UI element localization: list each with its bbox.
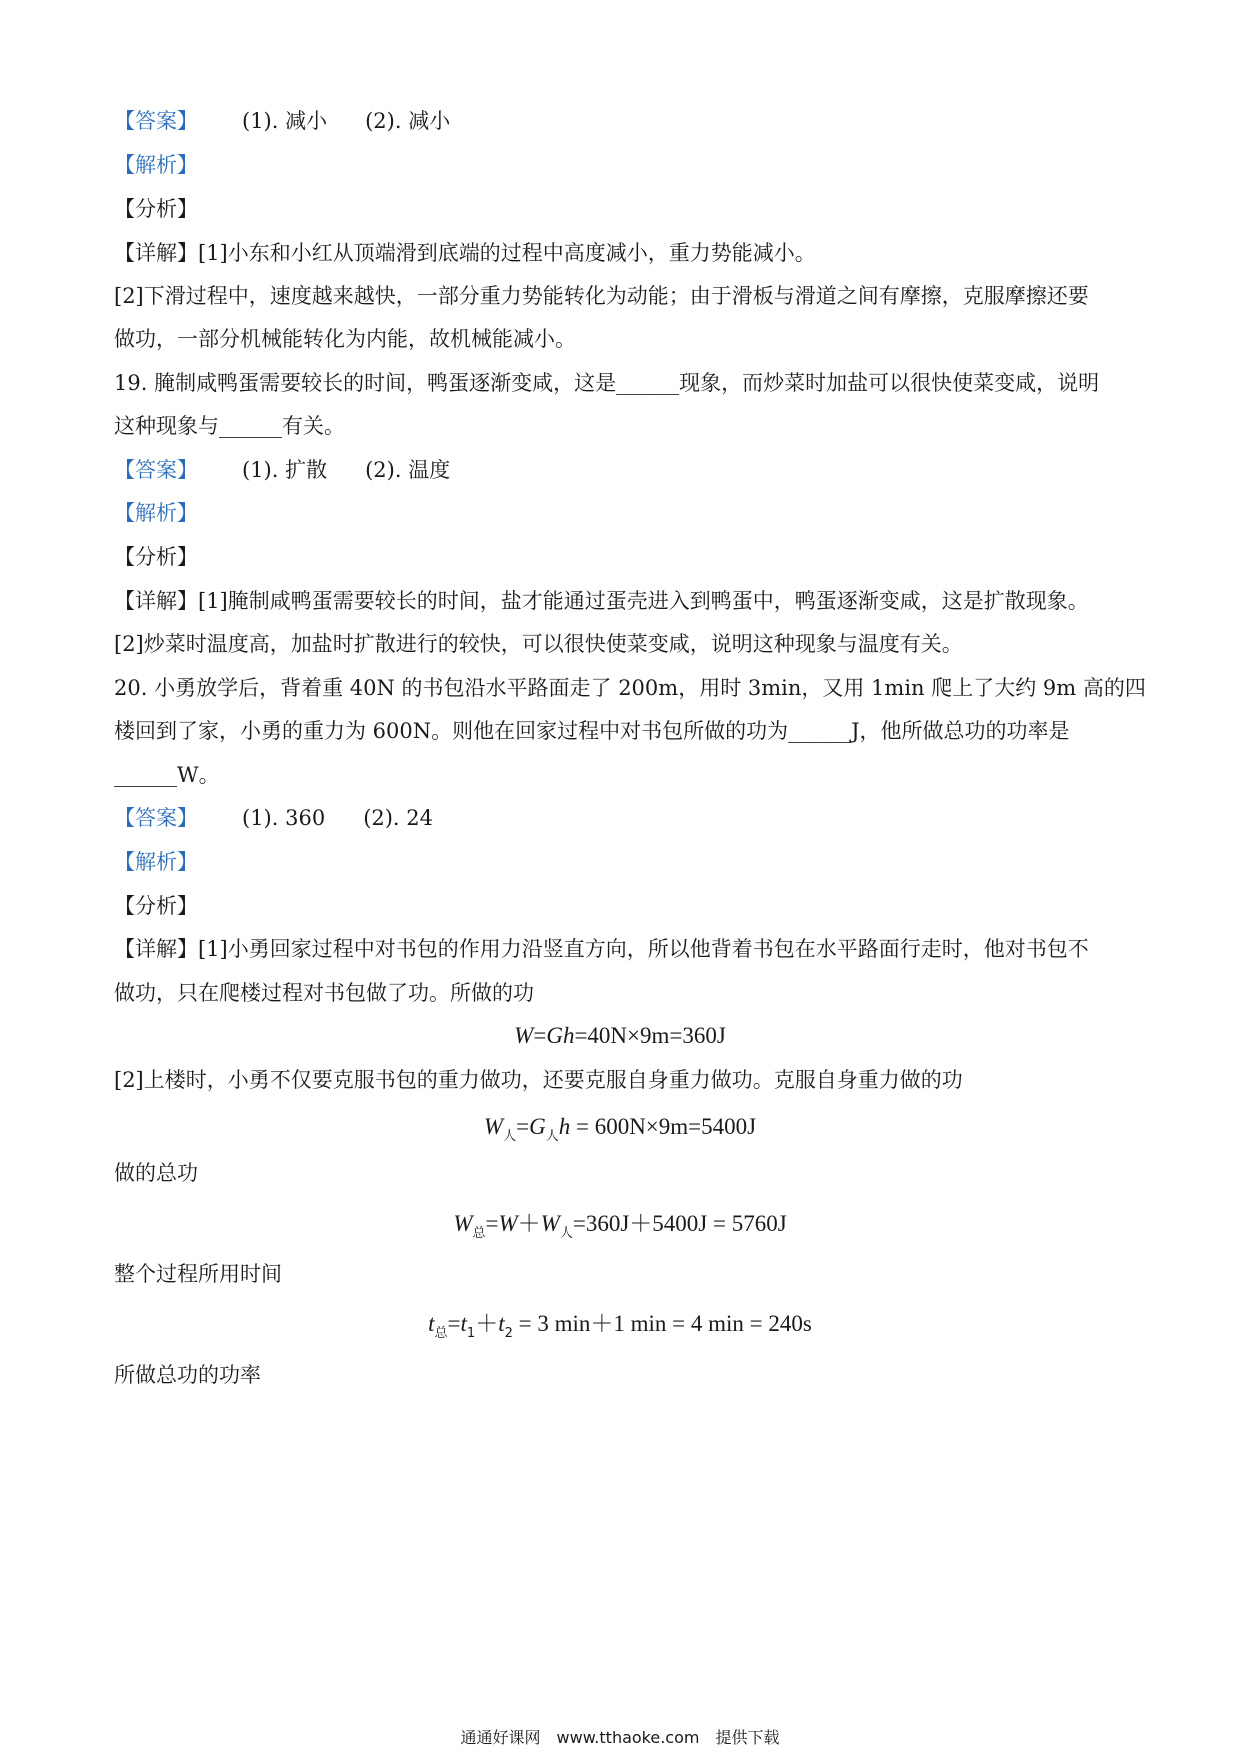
formula-text: =360J＋5400J = 5760J (572, 1211, 787, 1236)
detail-text: [2]炒菜时温度高，加盐时扩散进行的较快，可以很快使菜变咸，说明这种现象与温度有关。 (114, 632, 963, 656)
question-20-text: 20. 小勇放学后，背着重 40N 的书包沿水平路面走了 200m，用时 3min，又用 1min 爬上了大约 9m 高的四 (114, 676, 1146, 700)
question-19-text: 这种现象与______有关。 (114, 414, 345, 438)
answer-part-2: (2). 减小 (365, 109, 451, 133)
detail-text: [1]腌制咸鸭蛋需要较长的时间，盐才能通过蛋壳进入到鸭蛋中，鸭蛋逐渐变咸，这是扩散现象。 (198, 589, 1089, 613)
answer-line-q19 (114, 455, 1124, 485)
formula-text: = 3 min＋1 min = 4 min = 240s (512, 1311, 812, 1336)
question-20-text: 楼回到了家，小勇的重力为 600N。则他在回家过程中对书包所做的功为______J，他所做总功的功率是 (114, 719, 1070, 743)
formula-text: = 600N×9m=5400J (570, 1114, 757, 1139)
formula-work-on-bag: W=Gh=40N×9m=360J (514, 1023, 726, 1048)
detail-text: 整个过程所用时间 (114, 1262, 282, 1286)
fenxi-tag: 【分析】 (114, 197, 198, 221)
detail-tag: 【详解】 (114, 241, 198, 265)
answer-line-q20 (114, 803, 1124, 833)
detail-line (114, 586, 1124, 616)
formula-text: =40N×9m=360J (574, 1023, 726, 1048)
detail-text: [1]小东和小红从顶端滑到底端的过程中高度减小，重力势能减小。 (198, 241, 816, 265)
analysis-tag: 【解析】 (114, 850, 198, 874)
detail-line (114, 238, 1124, 268)
question-19-text: 19. 腌制咸鸭蛋需要较长的时间，鸭蛋逐渐变咸，这是______现象，而炒菜时加盐可以很快使菜变咸，说明 (114, 371, 1100, 395)
detail-text: [1]小勇回家过程中对书包的作用力沿竖直方向，所以他背着书包在水平路面行走时，他对书包不 (198, 937, 1089, 961)
fenxi-tag: 【分析】 (114, 894, 198, 918)
detail-line (114, 934, 1124, 964)
answer-part-1: (1). 360 (242, 806, 326, 830)
page-footer: 通通好课网 www.tthaoke.com 提供下载 (460, 1728, 780, 1747)
detail-text: 做功，一部分机械能转化为内能，故机械能减小。 (114, 327, 576, 351)
analysis-tag: 【解析】 (114, 153, 198, 177)
formula-total-time: $t_总=t_1+t_2 = 3$ min＋1 min = 4 min = 240s (428, 1311, 812, 1341)
detail-text: [2]上楼时，小勇不仅要克服书包的重力做功，还要克服自身重力做功。克服自身重力做的功 (114, 1068, 963, 1092)
analysis-tag: 【解析】 (114, 501, 198, 525)
answer-part-1: (1). 减小 (242, 109, 328, 133)
answer-tag: 【答案】 (114, 458, 198, 482)
detail-text: 所做总功的功率 (114, 1363, 261, 1387)
answer-tag: 【答案】 (114, 109, 198, 133)
answer-part-2: (2). 24 (363, 806, 434, 830)
question-20-text: ______W。 (114, 763, 220, 787)
answer-tag: 【答案】 (114, 806, 198, 830)
answer-line-q18 (114, 106, 1124, 136)
formula-total-work: $W_总=W+W_人=360J+5400J = 5760J$ (453, 1211, 787, 1241)
detail-text: [2]下滑过程中，速度越来越快，一部分重力势能转化为动能；由于滑板与滑道之间有摩擦，克服摩擦还要 (114, 284, 1089, 308)
detail-text: 做的总功 (114, 1161, 198, 1185)
detail-tag: 【详解】 (114, 589, 198, 613)
answer-part-2: (2). 温度 (365, 458, 451, 482)
detail-text: 做功，只在爬楼过程对书包做了功。所做的功 (114, 981, 534, 1005)
detail-tag: 【详解】 (114, 937, 198, 961)
fenxi-tag: 【分析】 (114, 545, 198, 569)
answer-part-1: (1). 扩散 (242, 458, 328, 482)
formula-work-on-self: $W_人=G_人h = 600N\times 9m=5400J$ (483, 1114, 757, 1144)
